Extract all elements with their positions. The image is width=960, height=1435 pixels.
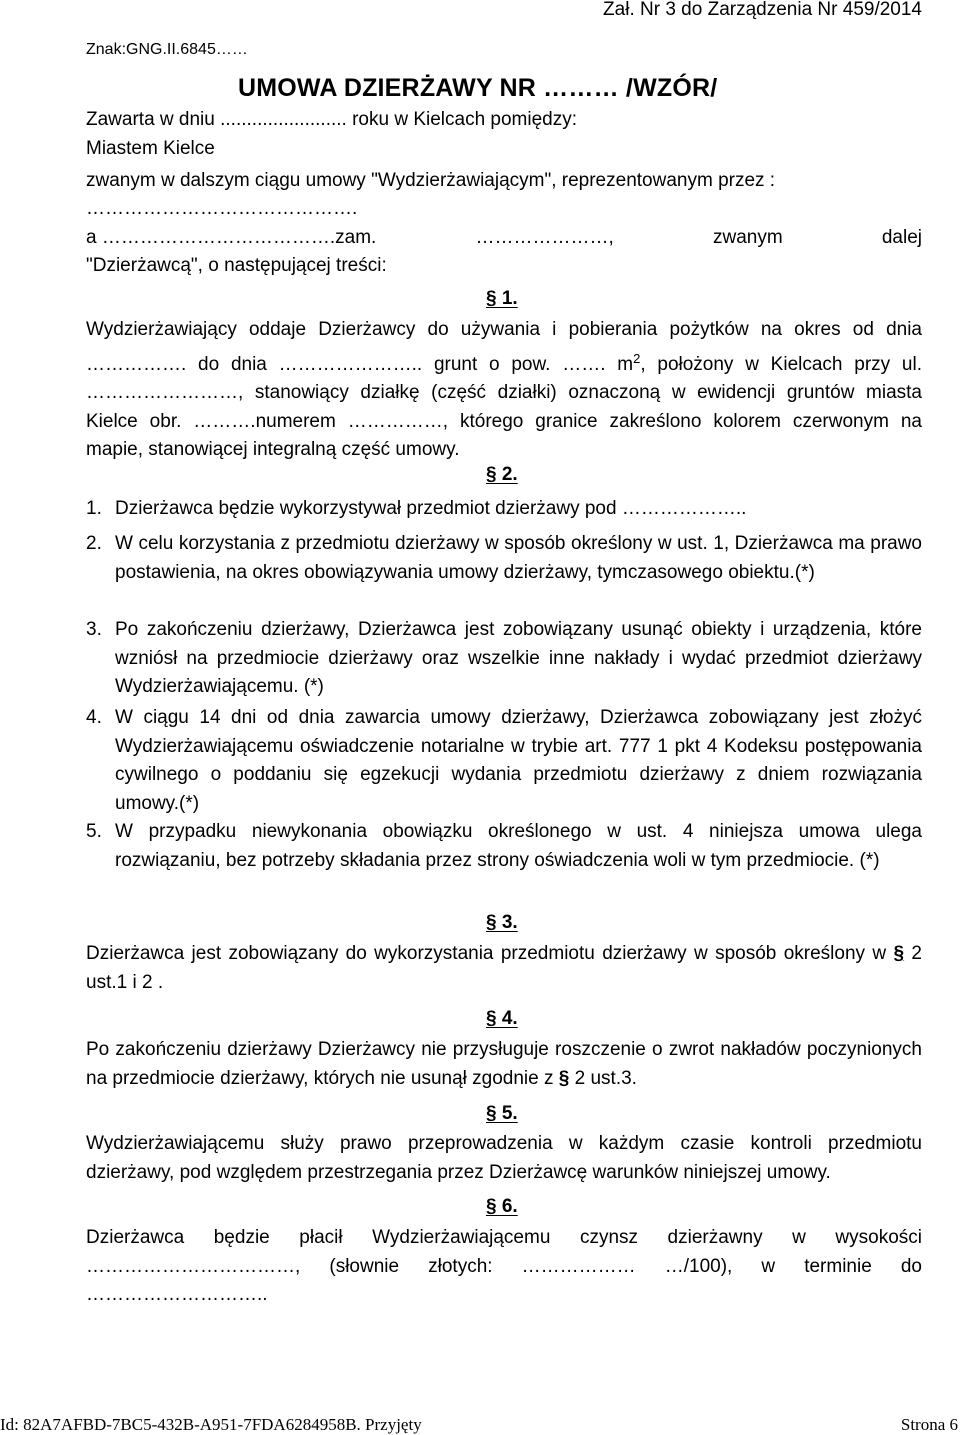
document-id: Id: 82A7AFBD-7BC5-432B-A951-7FDA6284958B. Przyjęty (0, 1415, 422, 1434)
intro-line-4: ……………………………………. (86, 198, 358, 219)
list-item: 2. W celu korzystania z przedmiotu dzierżawy w sposób określony w ust. 1, Dzierżawca ma prawo postawienia, na okres obowiązywania umowy dzierżawy, tymczasowego obiektu.(*) (86, 533, 922, 583)
page-number: Strona 6 (900, 1415, 958, 1434)
paragraph-symbol: § (558, 1067, 570, 1089)
list-item: 5. W przypadku niewykonania obowiązku określonego w ust. 4 niniejsza umowa ulega rozwiązaniu, bez potrzeby składania przez strony oświadczenia woli w tym przedmiocie. (*) (86, 821, 922, 871)
called-word: zwanym (712, 227, 783, 248)
case-sign: Znak:GNG.II.6845…… (86, 41, 248, 58)
list-item: 1. Dzierżawca będzie wykorzystywał przedmiot dzierżawy pod ……………….. (86, 498, 747, 519)
intro-line-1: Zawarta w dniu ........................ roku w Kielcach pomiędzy: (86, 109, 578, 130)
intro-line-2: Miastem Kielce (86, 138, 215, 159)
paragraph-symbol: § (893, 943, 905, 964)
section-3-text: Dzierżawca jest zobowiązany do wykorzystania przedmiotu dzierżawy w sposób określony w § 2 ust.1 i 2 . (86, 943, 922, 993)
intro-line-3: zwanym w dalszym ciągu umowy "Wydzierżawiającym", reprezentowanym przez : (86, 170, 776, 191)
list-item: 3. Po zakończeniu dzierżawy, Dzierżawca jest zobowiązany usunąć obiekty i urządzenia, które wzniósł na przedmiocie dzierżawy oraz wszelkie inne nakłady i wydać przedmiot dzierżawy Wydzierżawiającemu. (*) (86, 619, 922, 697)
section-6-heading: § 6. (486, 1196, 518, 1217)
attachment-reference: Zał. Nr 3 do Zarządzenia Nr 459/2014 (603, 0, 922, 20)
section-5-text: Wydzierżawiającemu służy prawo przeprowadzenia w każdym czasie kontroli przedmiotu dzierżawy, pod względem przestrzegania przez Dzierżawcę warunków niniejszej umowy. (86, 1133, 922, 1183)
section-2-heading: § 2. (486, 464, 518, 485)
section-1-text: Wydzierżawiający oddaje Dzierżawcy do używania i pobierania pożytków na okres od dnia ……………. do dnia ………………….. grunt o pow. ……. $m^2$, położony w Kielcach przy ul. ……………………, stanowiący działkę (część działki) oznaczoną w ewidencji gruntów miasta Kielce obr. ……….numerem ……………, którego granice zakreślono kolorem czerwonym na mapie, stanowiącej integralną część umowy. (86, 319, 922, 460)
section-6-text: Dzierżawca będzie płacił Wydzierżawiającemu czynsz dzierżawny w wysokości ……………………………, (słownie złotych: ……………… …/100), w terminie do ……………………….. (86, 1227, 922, 1305)
section-5-heading: § 5. (486, 1103, 518, 1124)
tenant-address: a ……………………………….zam. (86, 227, 377, 248)
tenant-name-blank: …………………, (475, 227, 614, 248)
section-3-heading: § 3. (486, 912, 518, 933)
section-1-heading: § 1. (486, 288, 518, 309)
further-word: dalej (881, 227, 922, 248)
intro-line-6: "Dzierżawcą", o następującej treści: (86, 255, 387, 276)
square-superscript: 2 (633, 350, 641, 366)
document-title: UMOWA DZIERŻAWY NR ……… /WZÓR/ (238, 74, 718, 102)
list-item: 4. W ciągu 14 dni od dnia zawarcia umowy dzierżawy, Dzierżawca zobowiązany jest złożyć Wydzierżawiającemu oświadczenie notarialne w trybie art. 777 1 pkt 4 Kodeksu postępowania cywilnego o poddaniu się egzekucji wydania przedmiotu dzierżawy z dniem rozwiązania umowy.(*) (86, 707, 922, 814)
section-4-text: Po zakończeniu dzierżawy Dzierżawcy nie przysługuje roszczenie o zwrot nakładów poczynionych na przedmiocie dzierżawy, których nie usunął zgodnie z § 2 ust.3. (86, 1039, 922, 1089)
intro-line-5 (86, 228, 922, 247)
section-4-heading: § 4. (486, 1008, 518, 1029)
